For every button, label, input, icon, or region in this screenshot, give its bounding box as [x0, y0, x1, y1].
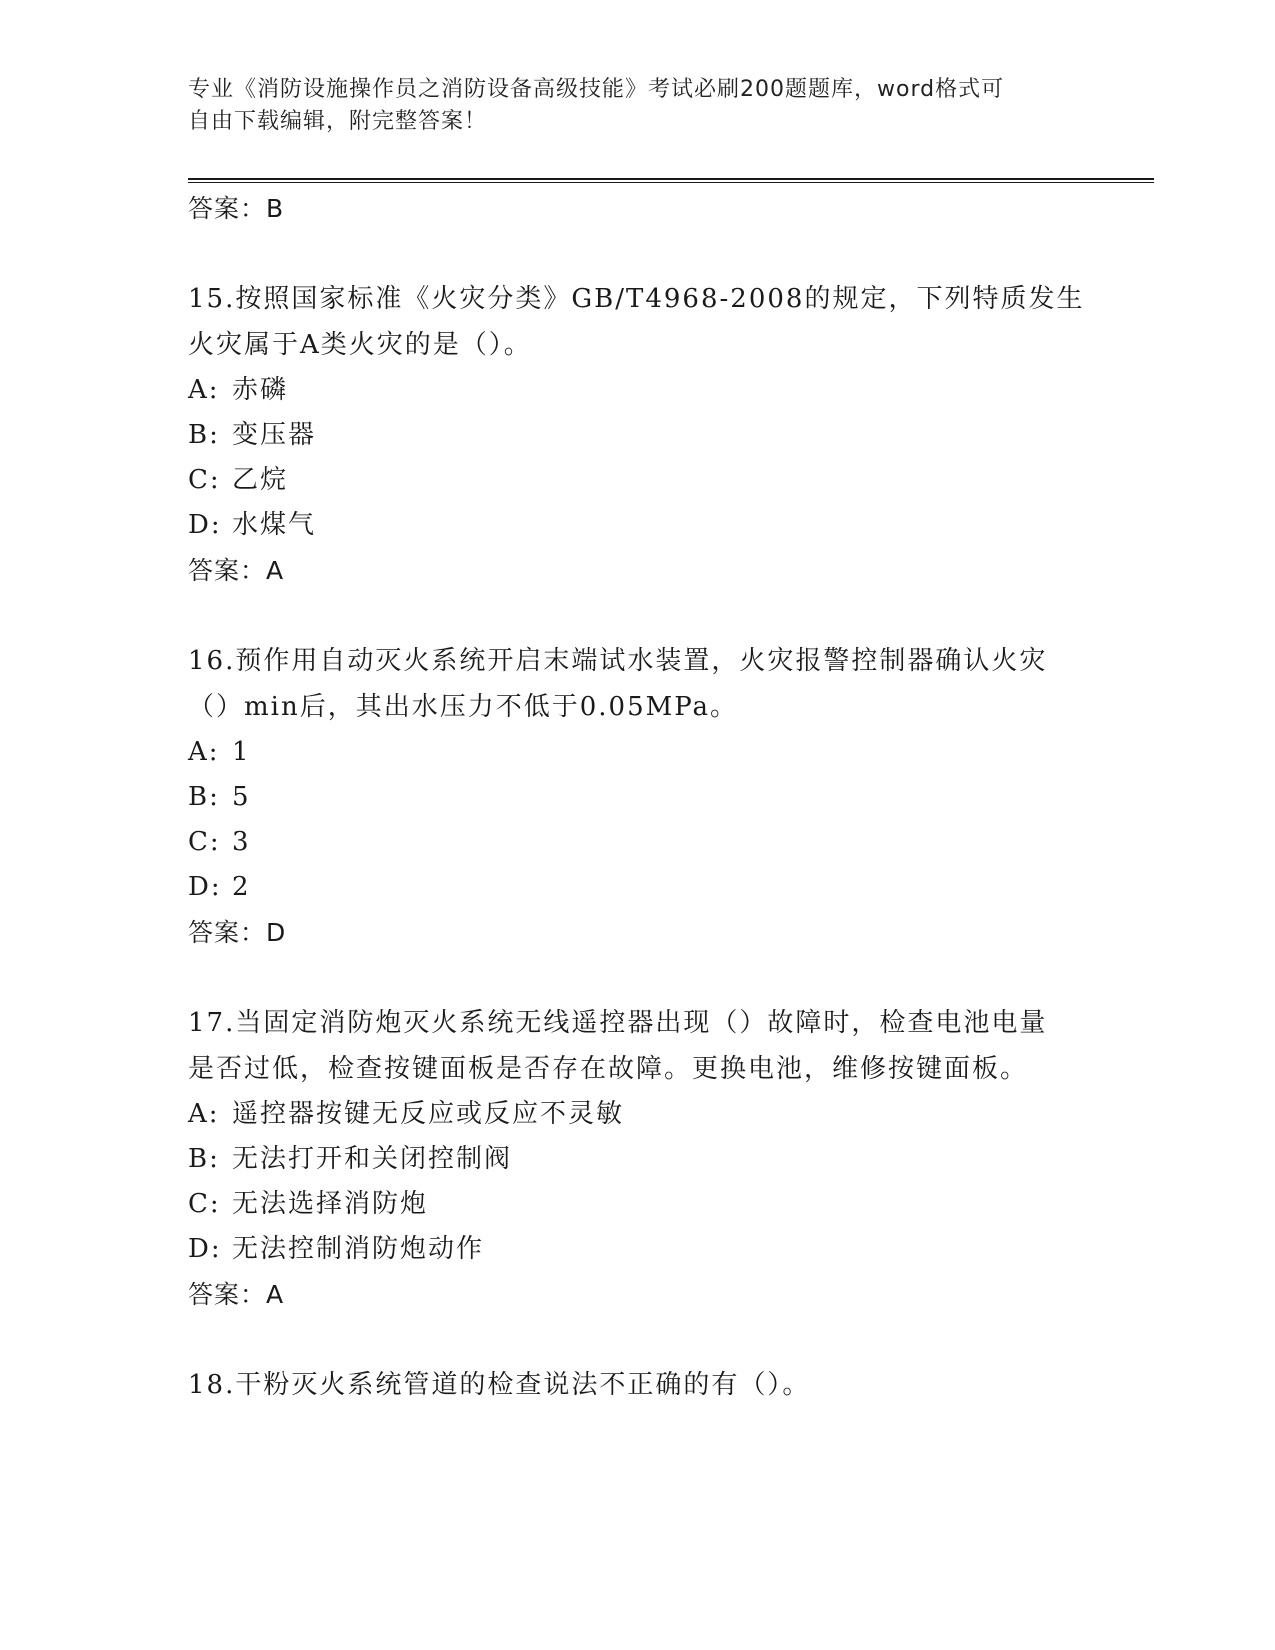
option-letter: B:: [188, 1144, 220, 1174]
spacer: [188, 1318, 1088, 1362]
option-letter: C:: [188, 465, 221, 495]
page-header: [188, 74, 1088, 138]
question-block: [188, 638, 1088, 1000]
option-letter: D:: [188, 872, 222, 902]
option-letter: A:: [188, 375, 220, 405]
answer-line: 答案：D: [188, 918, 287, 947]
spacer: [188, 232, 1088, 276]
question-list: [188, 186, 1088, 1408]
option-text: 无法选择消防炮: [232, 1189, 429, 1219]
option-text: 乙烷: [232, 465, 289, 495]
option-letter: D:: [188, 1234, 222, 1264]
question-line: （）min后，其出水压力不低于0.05MPa。: [188, 692, 739, 722]
option-b: [188, 1137, 1088, 1182]
option-letter: B:: [188, 420, 220, 450]
spacer: [188, 956, 1088, 1000]
question-block: [188, 1362, 1088, 1408]
option-a: [188, 730, 1088, 775]
option-text: 1: [232, 737, 251, 767]
answer-line: 答案：A: [188, 556, 285, 585]
option-letter: C:: [188, 827, 221, 857]
question-block: [188, 1000, 1088, 1362]
option-text: 变压器: [232, 420, 317, 450]
question-line: 是否过低，检查按键面板是否存在故障。更换电池，维修按键面板。: [188, 1054, 1029, 1084]
question-line: 15.按照国家标准《火灾分类》GB/T4968-2008的规定，下列特质发生: [188, 284, 1085, 314]
question-text: [188, 276, 1088, 368]
question-line: 火灾属于A类火灾的是（）。: [188, 330, 532, 360]
question-text: [188, 638, 1088, 730]
option-b: [188, 413, 1088, 458]
option-text: 赤磷: [232, 375, 289, 405]
option-b: [188, 775, 1088, 820]
option-d: [188, 1227, 1088, 1272]
question-block: [188, 276, 1088, 638]
option-d: [188, 503, 1088, 548]
answer-line: 答案：A: [188, 1280, 285, 1309]
option-d: [188, 865, 1088, 910]
option-text: 5: [232, 782, 251, 812]
option-letter: A:: [188, 1099, 220, 1129]
option-letter: C:: [188, 1189, 221, 1219]
option-c: [188, 820, 1088, 865]
header-line-2: 自由下载编辑，附完整答案！: [188, 109, 488, 134]
option-text: 无法打开和关闭控制阀: [232, 1144, 513, 1174]
option-c: [188, 458, 1088, 503]
option-text: 3: [232, 827, 251, 857]
question-line: 16.预作用自动灭火系统开启末端试水装置，火灾报警控制器确认火灾: [188, 646, 1048, 676]
option-text: 遥控器按键无反应或反应不灵敏: [232, 1099, 625, 1129]
question-line: 17.当固定消防炮灭火系统无线遥控器出现（）故障时，检查电池电量: [188, 1008, 1048, 1038]
header-divider: [188, 178, 1154, 183]
option-c: [188, 1182, 1088, 1227]
option-letter: B:: [188, 782, 220, 812]
option-text: 2: [232, 872, 251, 902]
header-line-1: 专业《消防设施操作员之消防设备高级技能》考试必刷200题题库，word格式可: [188, 77, 1005, 102]
question-text: [188, 1362, 1088, 1408]
spacer: [188, 594, 1088, 638]
question-text: [188, 1000, 1088, 1092]
option-text: 无法控制消防炮动作: [232, 1234, 485, 1264]
option-text: 水煤气: [232, 510, 317, 540]
answer-line: 答案：B: [188, 194, 285, 223]
option-letter: A:: [188, 737, 220, 767]
option-a: [188, 368, 1088, 413]
option-letter: D:: [188, 510, 222, 540]
option-a: [188, 1092, 1088, 1137]
question-line: 18.干粉灭火系统管道的检查说法不正确的有（）。: [188, 1370, 811, 1400]
